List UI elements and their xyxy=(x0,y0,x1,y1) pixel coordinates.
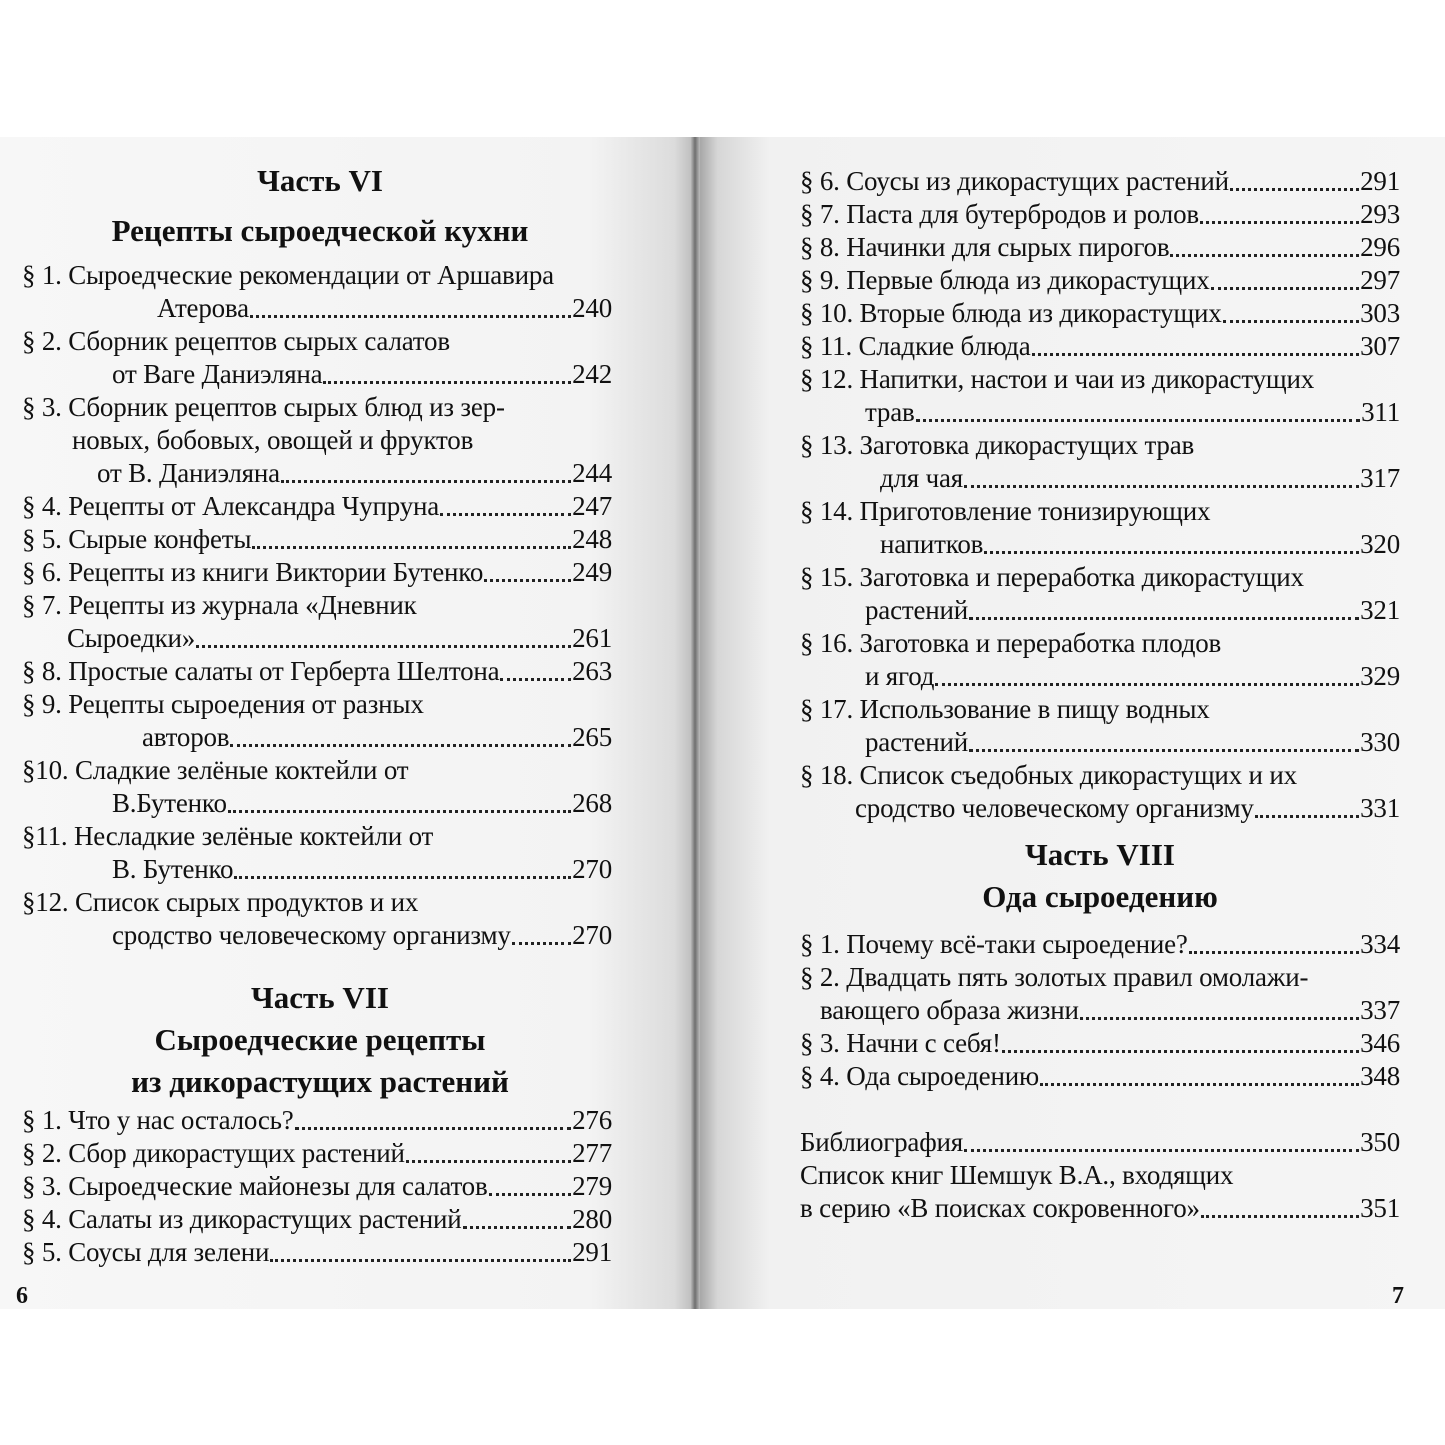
right-page xyxy=(695,137,1445,1309)
dot-leader xyxy=(484,579,571,582)
toc-entry-text: § 1. Почему всё-таки сыроедение? xyxy=(800,929,1188,959)
dot-leader xyxy=(984,551,1359,554)
page-number-right: 7 xyxy=(1392,1283,1404,1309)
dot-leader xyxy=(1255,815,1359,818)
book-gutter xyxy=(690,137,700,1309)
left-page xyxy=(0,137,695,1309)
toc-entry-text: § 1. Что у нас осталось? xyxy=(22,1105,294,1135)
toc-page-number: 249 xyxy=(572,557,612,587)
part7-subtitle-line2: из дикорастущих растений xyxy=(131,1064,509,1099)
toc-entry xyxy=(112,787,612,820)
toc-entry-text: от Ваге Даниэляна xyxy=(112,359,323,389)
toc-entry-line: § 16. Заготовка и переработка плодов xyxy=(800,628,1222,658)
toc-page-number: 277 xyxy=(572,1138,612,1168)
dot-leader xyxy=(512,942,571,945)
toc-entry xyxy=(22,490,612,523)
toc-entry-text: сродство человеческому организму xyxy=(112,920,511,950)
toc-page-number: 334 xyxy=(1360,929,1400,959)
dot-leader xyxy=(489,1193,572,1196)
dot-leader xyxy=(969,617,1359,620)
toc-entry xyxy=(22,556,612,589)
toc-entry xyxy=(800,330,1400,363)
toc-page-number: 291 xyxy=(572,1237,612,1267)
toc-page-number: 321 xyxy=(1360,595,1400,625)
dot-leader xyxy=(463,1226,572,1229)
toc-page-number: 348 xyxy=(1360,1061,1400,1091)
dot-leader xyxy=(228,810,571,813)
dot-leader xyxy=(1200,221,1359,224)
toc-page-number: 330 xyxy=(1360,727,1400,757)
toc-entry xyxy=(800,1060,1400,1093)
dot-leader xyxy=(1230,188,1359,191)
toc-page-number: 291 xyxy=(1360,166,1400,196)
toc-entry xyxy=(112,919,612,952)
toc-entry xyxy=(157,292,612,325)
toc-entry-line: § 13. Заготовка дикорастущих трав xyxy=(800,430,1195,460)
page-number-left: 6 xyxy=(16,1283,28,1309)
toc-entry xyxy=(800,165,1400,198)
toc-entry-text: растений xyxy=(865,595,968,625)
toc-page-number: 307 xyxy=(1360,331,1400,361)
toc-page-number: 276 xyxy=(572,1105,612,1135)
toc-page-number: 296 xyxy=(1360,232,1400,262)
dot-leader xyxy=(1170,254,1359,257)
dot-leader xyxy=(1040,1083,1359,1086)
toc-page-number: 261 xyxy=(572,623,612,653)
toc-entry-text: Атерова xyxy=(157,293,249,323)
toc-page-number: 270 xyxy=(572,920,612,950)
dot-leader xyxy=(964,1149,1359,1152)
toc-page-number: 248 xyxy=(572,524,612,554)
toc-entry-text: § 3. Начни с себя! xyxy=(800,1028,1001,1058)
dot-leader xyxy=(270,1259,571,1262)
toc-entry-text: § 8. Простые салаты от Герберта Шелтона xyxy=(22,656,500,686)
toc-entry-text: § 5. Соусы для зелени xyxy=(22,1237,270,1267)
toc-entry xyxy=(880,462,1400,495)
toc-page-number: 317 xyxy=(1360,463,1400,493)
toc-entry-line: Список книг Шемшук В.А., входящих xyxy=(800,1160,1234,1190)
dot-leader xyxy=(1223,320,1360,323)
toc-entry-text: § 10. Вторые блюда из дикорастущих xyxy=(800,298,1222,328)
toc-entry xyxy=(865,726,1400,759)
toc-entry-text: § 8. Начинки для сырых пирогов xyxy=(800,232,1170,262)
dot-leader xyxy=(252,546,571,549)
toc-entry-line: § 3. Сборник рецептов сырых блюд из зер- xyxy=(22,392,505,422)
toc-entry-line: § 7. Рецепты из журнала «Дневник xyxy=(22,590,417,620)
book-spread xyxy=(0,137,1445,1309)
toc-page-number: 337 xyxy=(1360,995,1400,1025)
toc-entry xyxy=(22,1170,612,1203)
toc-page-number: 320 xyxy=(1360,529,1400,559)
toc-entry-bibliography xyxy=(800,1126,1400,1159)
toc-entry-line: §11. Несладкие зелёные коктейли от xyxy=(22,821,434,851)
toc-entry-text: § 2. Сбор дикорастущих растений xyxy=(22,1138,405,1168)
dot-leader xyxy=(196,645,571,648)
toc-entry-text: § 6. Соусы из дикорастущих растений xyxy=(800,166,1229,196)
toc-entry xyxy=(112,853,612,886)
toc-entry xyxy=(865,594,1400,627)
part7-title: Часть VII xyxy=(251,980,389,1015)
toc-page-number: 280 xyxy=(572,1204,612,1234)
part7-subtitle-line1: Сыроедческие рецепты xyxy=(154,1022,486,1057)
toc-entry-text: вающего образа жизни xyxy=(820,995,1079,1025)
toc-entry-text: § 5. Сырые конфеты xyxy=(22,524,252,554)
toc-entry xyxy=(800,1027,1400,1060)
toc-page-number: 240 xyxy=(572,293,612,323)
toc-page-number: 263 xyxy=(572,656,612,686)
toc-page-number: 244 xyxy=(572,458,612,488)
toc-entry-text: § 6. Рецепты из книги Виктории Бутенко xyxy=(22,557,484,587)
dot-leader xyxy=(250,315,571,318)
toc-entry xyxy=(22,1236,612,1269)
toc-entry xyxy=(22,1137,612,1170)
toc-entry xyxy=(22,1203,612,1236)
toc-entry xyxy=(97,457,612,490)
dot-leader xyxy=(1032,353,1360,356)
toc-entry-text: растений xyxy=(865,727,968,757)
toc-page-number: 270 xyxy=(572,854,612,884)
dot-leader xyxy=(323,381,571,384)
toc-entry-book-list xyxy=(800,1192,1400,1225)
toc-page-number: 346 xyxy=(1360,1028,1400,1058)
toc-entry-text: § 3. Сыроедческие майонезы для салатов xyxy=(22,1171,488,1201)
toc-entry xyxy=(855,792,1400,825)
dot-leader xyxy=(230,744,571,747)
toc-entry-line: § 15. Заготовка и переработка дикорастущих xyxy=(800,562,1304,592)
toc-entry-text: трав xyxy=(865,397,915,427)
toc-entry-line: §10. Сладкие зелёные коктейли от xyxy=(22,755,409,785)
dot-leader xyxy=(406,1160,571,1163)
toc-page-number: 242 xyxy=(572,359,612,389)
toc-entry xyxy=(880,528,1400,561)
part6-subtitle: Рецепты сыроедческой кухни xyxy=(111,213,529,248)
dot-leader xyxy=(281,480,571,483)
dot-leader xyxy=(935,683,1359,686)
part8-title: Часть VIII xyxy=(1025,837,1175,872)
dot-leader xyxy=(1189,951,1359,954)
dot-leader xyxy=(440,513,571,516)
toc-entry-text: § 11. Сладкие блюда xyxy=(800,331,1031,361)
toc-entry-text: для чая xyxy=(880,463,963,493)
toc-entry-line: § 1. Сыроедческие рекомендации от Аршавира xyxy=(22,260,554,290)
dot-leader xyxy=(234,876,571,879)
toc-entry-text: § 7. Паста для бутербродов и ролов xyxy=(800,199,1199,229)
dot-leader xyxy=(1080,1017,1359,1020)
toc-page-number: 268 xyxy=(572,788,612,818)
dot-leader xyxy=(969,749,1359,752)
toc-entry xyxy=(865,396,1400,429)
toc-entry-line: §12. Список сырых продуктов и их xyxy=(22,887,419,917)
dot-leader xyxy=(916,419,1361,422)
dot-leader xyxy=(1002,1050,1359,1053)
toc-entry-line: § 2. Двадцать пять золотых правил омолажи- xyxy=(800,962,1309,992)
toc-entry-line: § 14. Приготовление тонизирующих xyxy=(800,496,1211,526)
dot-leader xyxy=(964,485,1359,488)
toc-entry-line: новых, бобовых, овощей и фруктов xyxy=(72,425,474,455)
toc-page-number: 303 xyxy=(1360,298,1400,328)
part6-title: Часть VI xyxy=(257,163,383,198)
toc-entry-text: напитков xyxy=(880,529,984,559)
toc-page-number: 329 xyxy=(1360,661,1400,691)
toc-entry-text: § 4. Рецепты от Александра Чупруна xyxy=(22,491,440,521)
part8-subtitle: Ода сыроедению xyxy=(982,879,1218,914)
toc-entry-line: § 17. Использование в пищу водных xyxy=(800,694,1210,724)
dot-leader xyxy=(1211,287,1360,290)
toc-page-number: 331 xyxy=(1360,793,1400,823)
toc-entry xyxy=(22,1104,612,1137)
toc-entry xyxy=(112,358,612,391)
toc-entry-text: авторов xyxy=(142,722,230,752)
toc-entry-text: В.Бутенко xyxy=(112,788,227,818)
toc-entry xyxy=(800,231,1400,264)
toc-page-number: 265 xyxy=(572,722,612,752)
toc-entry-line: § 12. Напитки, настои и чаи из дикорастущих xyxy=(800,364,1315,394)
toc-entry-line: § 18. Список съедобных дикорастущих и их xyxy=(800,760,1297,790)
toc-entry-line: § 2. Сборник рецептов сырых салатов xyxy=(22,326,450,356)
toc-entry xyxy=(142,721,612,754)
toc-entry xyxy=(67,622,612,655)
dot-leader xyxy=(1201,1215,1359,1218)
toc-page-number: 247 xyxy=(572,491,612,521)
toc-entry xyxy=(800,264,1400,297)
toc-page-number: 293 xyxy=(1360,199,1400,229)
toc-page-number: 311 xyxy=(1361,397,1400,427)
dot-leader xyxy=(500,678,571,681)
dot-leader xyxy=(295,1127,572,1130)
toc-entry xyxy=(800,928,1400,961)
toc-entry-text: § 4. Салаты из дикорастущих растений xyxy=(22,1204,462,1234)
toc-entry-text: § 4. Ода сыроедению xyxy=(800,1061,1039,1091)
toc-entry xyxy=(865,660,1400,693)
toc-page-number: 279 xyxy=(572,1171,612,1201)
toc-entry-text: § 9. Первые блюда из дикорастущих xyxy=(800,265,1210,295)
toc-entry-text: Сыроедки» xyxy=(67,623,196,653)
toc-entry xyxy=(820,994,1400,1027)
toc-entry-text: сродство человеческому организму xyxy=(855,793,1254,823)
toc-entry-text: В. Бутенко xyxy=(112,854,234,884)
toc-page-number: 350 xyxy=(1360,1127,1400,1157)
toc-page-number: 351 xyxy=(1360,1193,1400,1223)
toc-page-number: 297 xyxy=(1360,265,1400,295)
toc-entry xyxy=(800,297,1400,330)
toc-entry-text: и ягод xyxy=(865,661,935,691)
toc-entry-text: в серию «В поисках сокровенного» xyxy=(800,1193,1200,1223)
toc-entry xyxy=(22,655,612,688)
toc-entry xyxy=(22,523,612,556)
toc-entry-text: от В. Даниэляна xyxy=(97,458,280,488)
toc-entry-line: § 9. Рецепты сыроедения от разных xyxy=(22,689,424,719)
toc-entry-text: Библиография xyxy=(800,1127,963,1157)
toc-entry xyxy=(800,198,1400,231)
